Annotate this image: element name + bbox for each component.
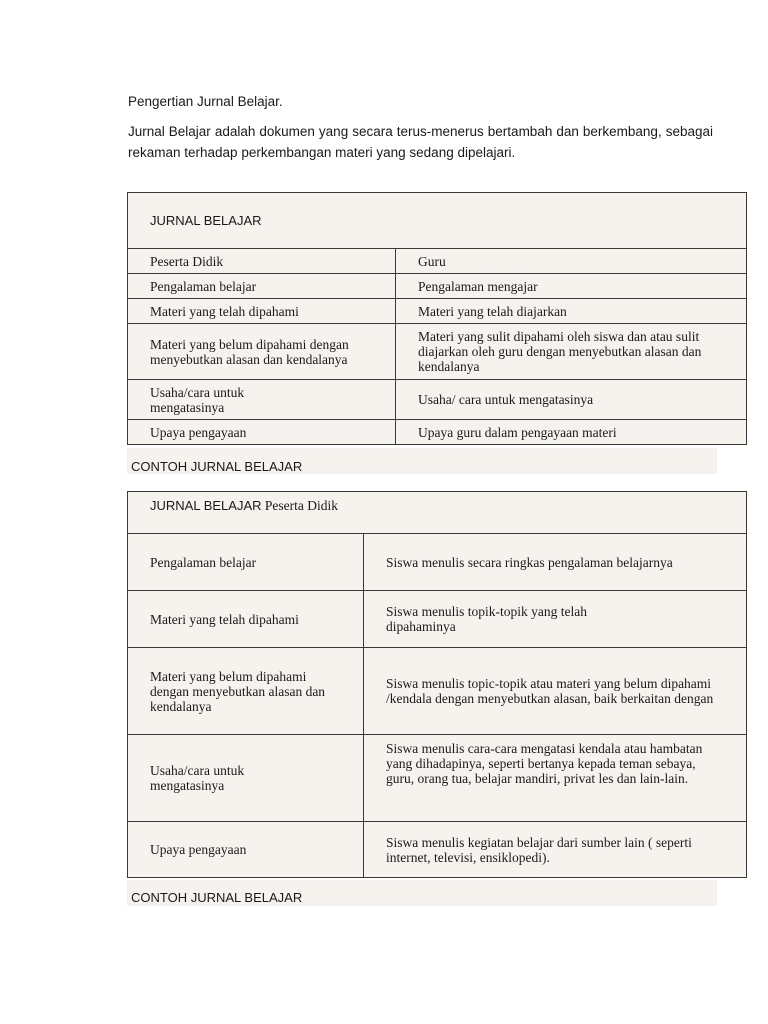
table-cell: Pengalaman belajar [128, 274, 396, 299]
definition-paragraph: Jurnal Belajar adalah dokumen yang secara terus-menerus bertambah dan berkembang, sebagai rekaman terhadap perkembangan materi yang sedang dipelajari. [128, 124, 713, 160]
table-cell: Pengalaman belajar [128, 534, 364, 591]
table-cell: Peserta Didik [128, 249, 396, 274]
table-cell: Upaya pengayaan [128, 822, 364, 878]
table-cell: Upaya pengayaan [128, 420, 396, 445]
table-cell: Materi yang telah dipahami [128, 299, 396, 324]
journal-table-overview [127, 192, 747, 445]
table-title-caps: JURNAL BELAJAR [150, 498, 262, 513]
table-cell: Siswa menulis topic-topik atau materi yang belum dipahami /kendala dengan menyebutkan alasan, baik berkaitan dengan [364, 648, 747, 735]
table-cell: Usaha/cara untuk mengatasinya [128, 380, 396, 420]
table-cell: Usaha/cara untuk mengatasinya [128, 735, 364, 822]
section-label-strip [127, 880, 717, 906]
table-cell: Siswa menulis secara ringkas pengalaman belajarnya [364, 534, 747, 591]
section-label: CONTOH JURNAL BELAJAR [131, 890, 303, 905]
document-heading: Pengertian Jurnal Belajar. [128, 94, 283, 109]
table-cell: Siswa menulis kegiatan belajar dari sumber lain ( seperti internet, televisi, ensiklopedi). [364, 822, 747, 878]
table-cell: Siswa menulis topik-topik yang telah dipahaminya [364, 591, 747, 648]
table-cell: Upaya guru dalam pengayaan materi [396, 420, 747, 445]
table-cell: Siswa menulis cara-cara mengatasi kendala atau hambatan yang dihadapinya, seperti bertanya kepada teman sebaya, guru, orang tua, belajar mandiri, privat les dan lain-lain. [364, 735, 747, 822]
table-cell: Materi yang belum dipahami dengan menyebutkan alasan dan kendalanya [128, 324, 396, 380]
table-title [128, 492, 747, 534]
table-cell: Pengalaman mengajar [396, 274, 747, 299]
table-cell: Materi yang belum dipahami dengan menyebutkan alasan dan kendalanya [128, 648, 364, 735]
journal-table-student [127, 491, 747, 878]
table-cell: Materi yang telah dipahami [128, 591, 364, 648]
table-title: JURNAL BELAJAR [128, 193, 747, 249]
table-cell: Materi yang sulit dipahami oleh siswa dan atau sulit diajarkan oleh guru dengan menyebutkan alasan dan kendalanya [396, 324, 747, 380]
section-label: CONTOH JURNAL BELAJAR [131, 459, 303, 474]
table-title-rest: Peserta Didik [264, 498, 338, 513]
table-cell: Materi yang telah diajarkan [396, 299, 747, 324]
section-label-strip [127, 448, 751, 474]
table-cell: Guru [396, 249, 747, 274]
table-cell: Usaha/ cara untuk mengatasinya [396, 380, 747, 420]
